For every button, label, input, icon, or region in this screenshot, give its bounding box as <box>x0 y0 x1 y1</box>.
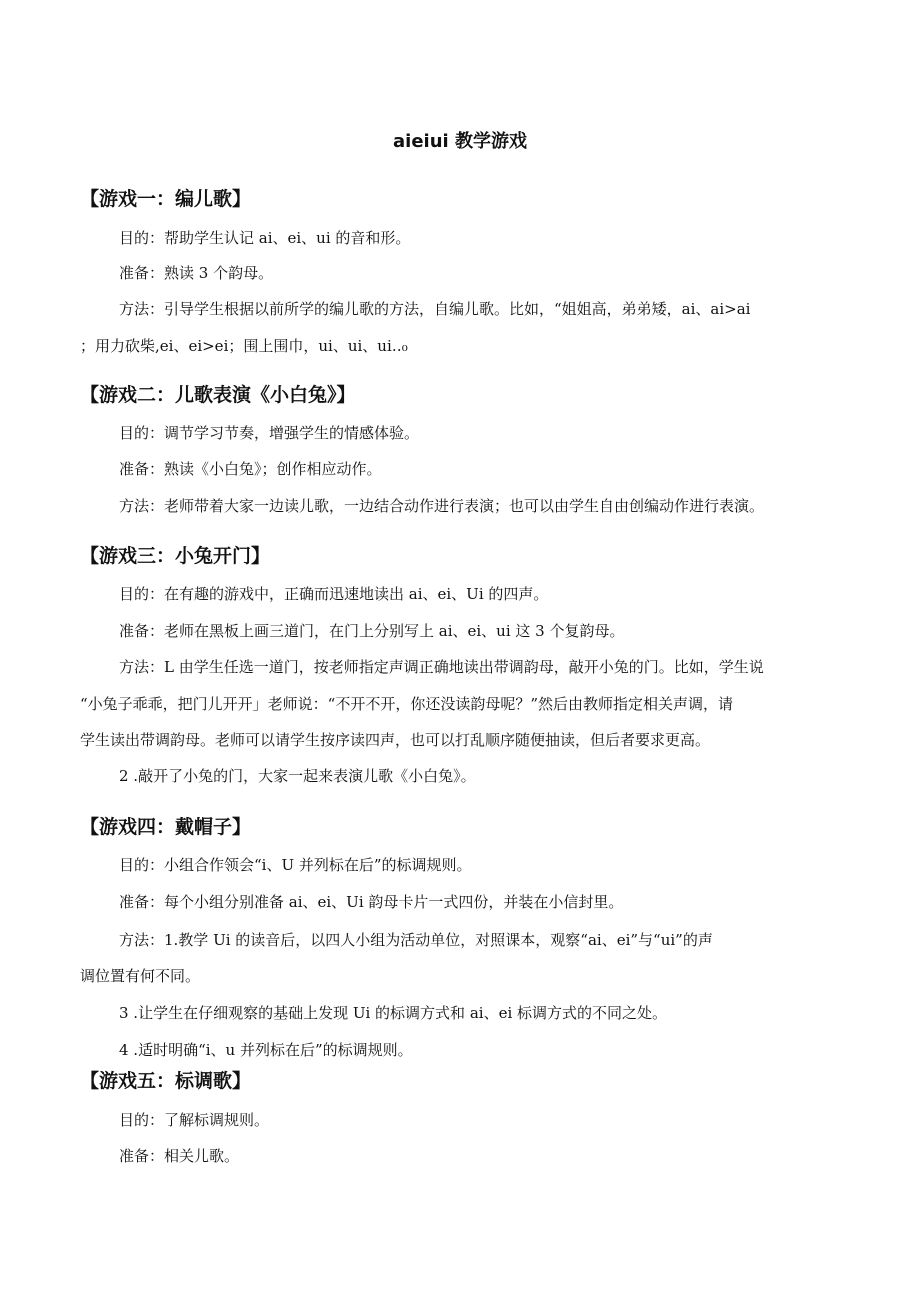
paragraph-line: 3 .让学生在仔细观察的基础上发现 Ui 的标调方式和 ai、ei 标调方式的不同之处。 <box>119 1004 668 1022</box>
paragraph-line: 目的：帮助学生认记 ai、ei、ui 的音和形。 <box>119 229 411 247</box>
paragraph-line: 调位置有何不同。 <box>80 967 201 985</box>
paragraph-line: 方法：L 由学生任选一道门，按老师指定声调正确地读出带调韵母，敲开小兔的门。比如，学生说 <box>119 658 764 676</box>
paragraph-line: 方法：引导学生根据以前所学的编儿歌的方法，自编儿歌。比如，“姐姐高，弟弟矮，ai、ai>ai <box>119 300 751 318</box>
paragraph-line: ；用力砍柴,ei、ei>ei；围上围巾，ui、ui、ui‥₀ <box>80 337 408 355</box>
section-heading-game-2: 【游戏二：儿歌表演《小白兔》】 <box>80 384 356 406</box>
paragraph-line: 准备：熟读 3 个韵母。 <box>119 264 274 282</box>
section-heading-game-5: 【游戏五：标调歌】 <box>80 1070 252 1092</box>
paragraph-line: 方法：1.教学 Ui 的读音后，以四人小组为活动单位，对照课本，观察“ai、ei”与“ui”的声 <box>119 931 713 949</box>
paragraph-line: 目的：调节学习节奏，增强学生的情感体验。 <box>119 424 420 442</box>
paragraph-line: 准备：熟读《小白兔》；创作相应动作。 <box>119 460 382 478</box>
section-heading-game-3: 【游戏三：小兔开门】 <box>80 545 271 567</box>
paragraph-line: 目的：在有趣的游戏中，正确而迅速地读出 ai、ei、Ui 的四声。 <box>119 585 549 603</box>
paragraph-line: 4 .适时明确“i、u 并列标在后”的标调规则。 <box>119 1041 413 1059</box>
paragraph-line: “小兔子乖乖，把门儿开开」老师说：“不开不开，你还没读韵母呢？”然后由教师指定相关声调，请 <box>80 695 734 713</box>
document-title: aieiui 教学游戏 <box>393 131 527 152</box>
section-heading-game-1: 【游戏一：编儿歌】 <box>80 188 252 210</box>
paragraph-line: 方法：老师带着大家一边读儿歌，一边结合动作进行表演；也可以由学生自由创编动作进行表演。 <box>119 497 765 515</box>
section-heading-game-4: 【游戏四：戴帽子】 <box>80 816 252 838</box>
paragraph-line: 2 .敲开了小兔的门，大家一起来表演儿歌《小白兔》。 <box>119 767 476 785</box>
paragraph-line: 准备：每个小组分别准备 ai、ei、Ui 韵母卡片一式四份，并装在小信封里。 <box>119 893 624 911</box>
paragraph-line: 准备：老师在黑板上画三道门，在门上分别写上 ai、ei、ui 这 3 个复韵母。 <box>119 622 625 640</box>
paragraph-line: 准备：相关儿歌。 <box>119 1147 240 1165</box>
paragraph-line: 目的：小组合作领会“i、U 并列标在后”的标调规则。 <box>119 856 472 874</box>
paragraph-line: 学生读出带调韵母。老师可以请学生按序读四声，也可以打乱顺序随便抽读，但后者要求更高。 <box>80 731 711 749</box>
paragraph-line: 目的：了解标调规则。 <box>119 1111 270 1129</box>
